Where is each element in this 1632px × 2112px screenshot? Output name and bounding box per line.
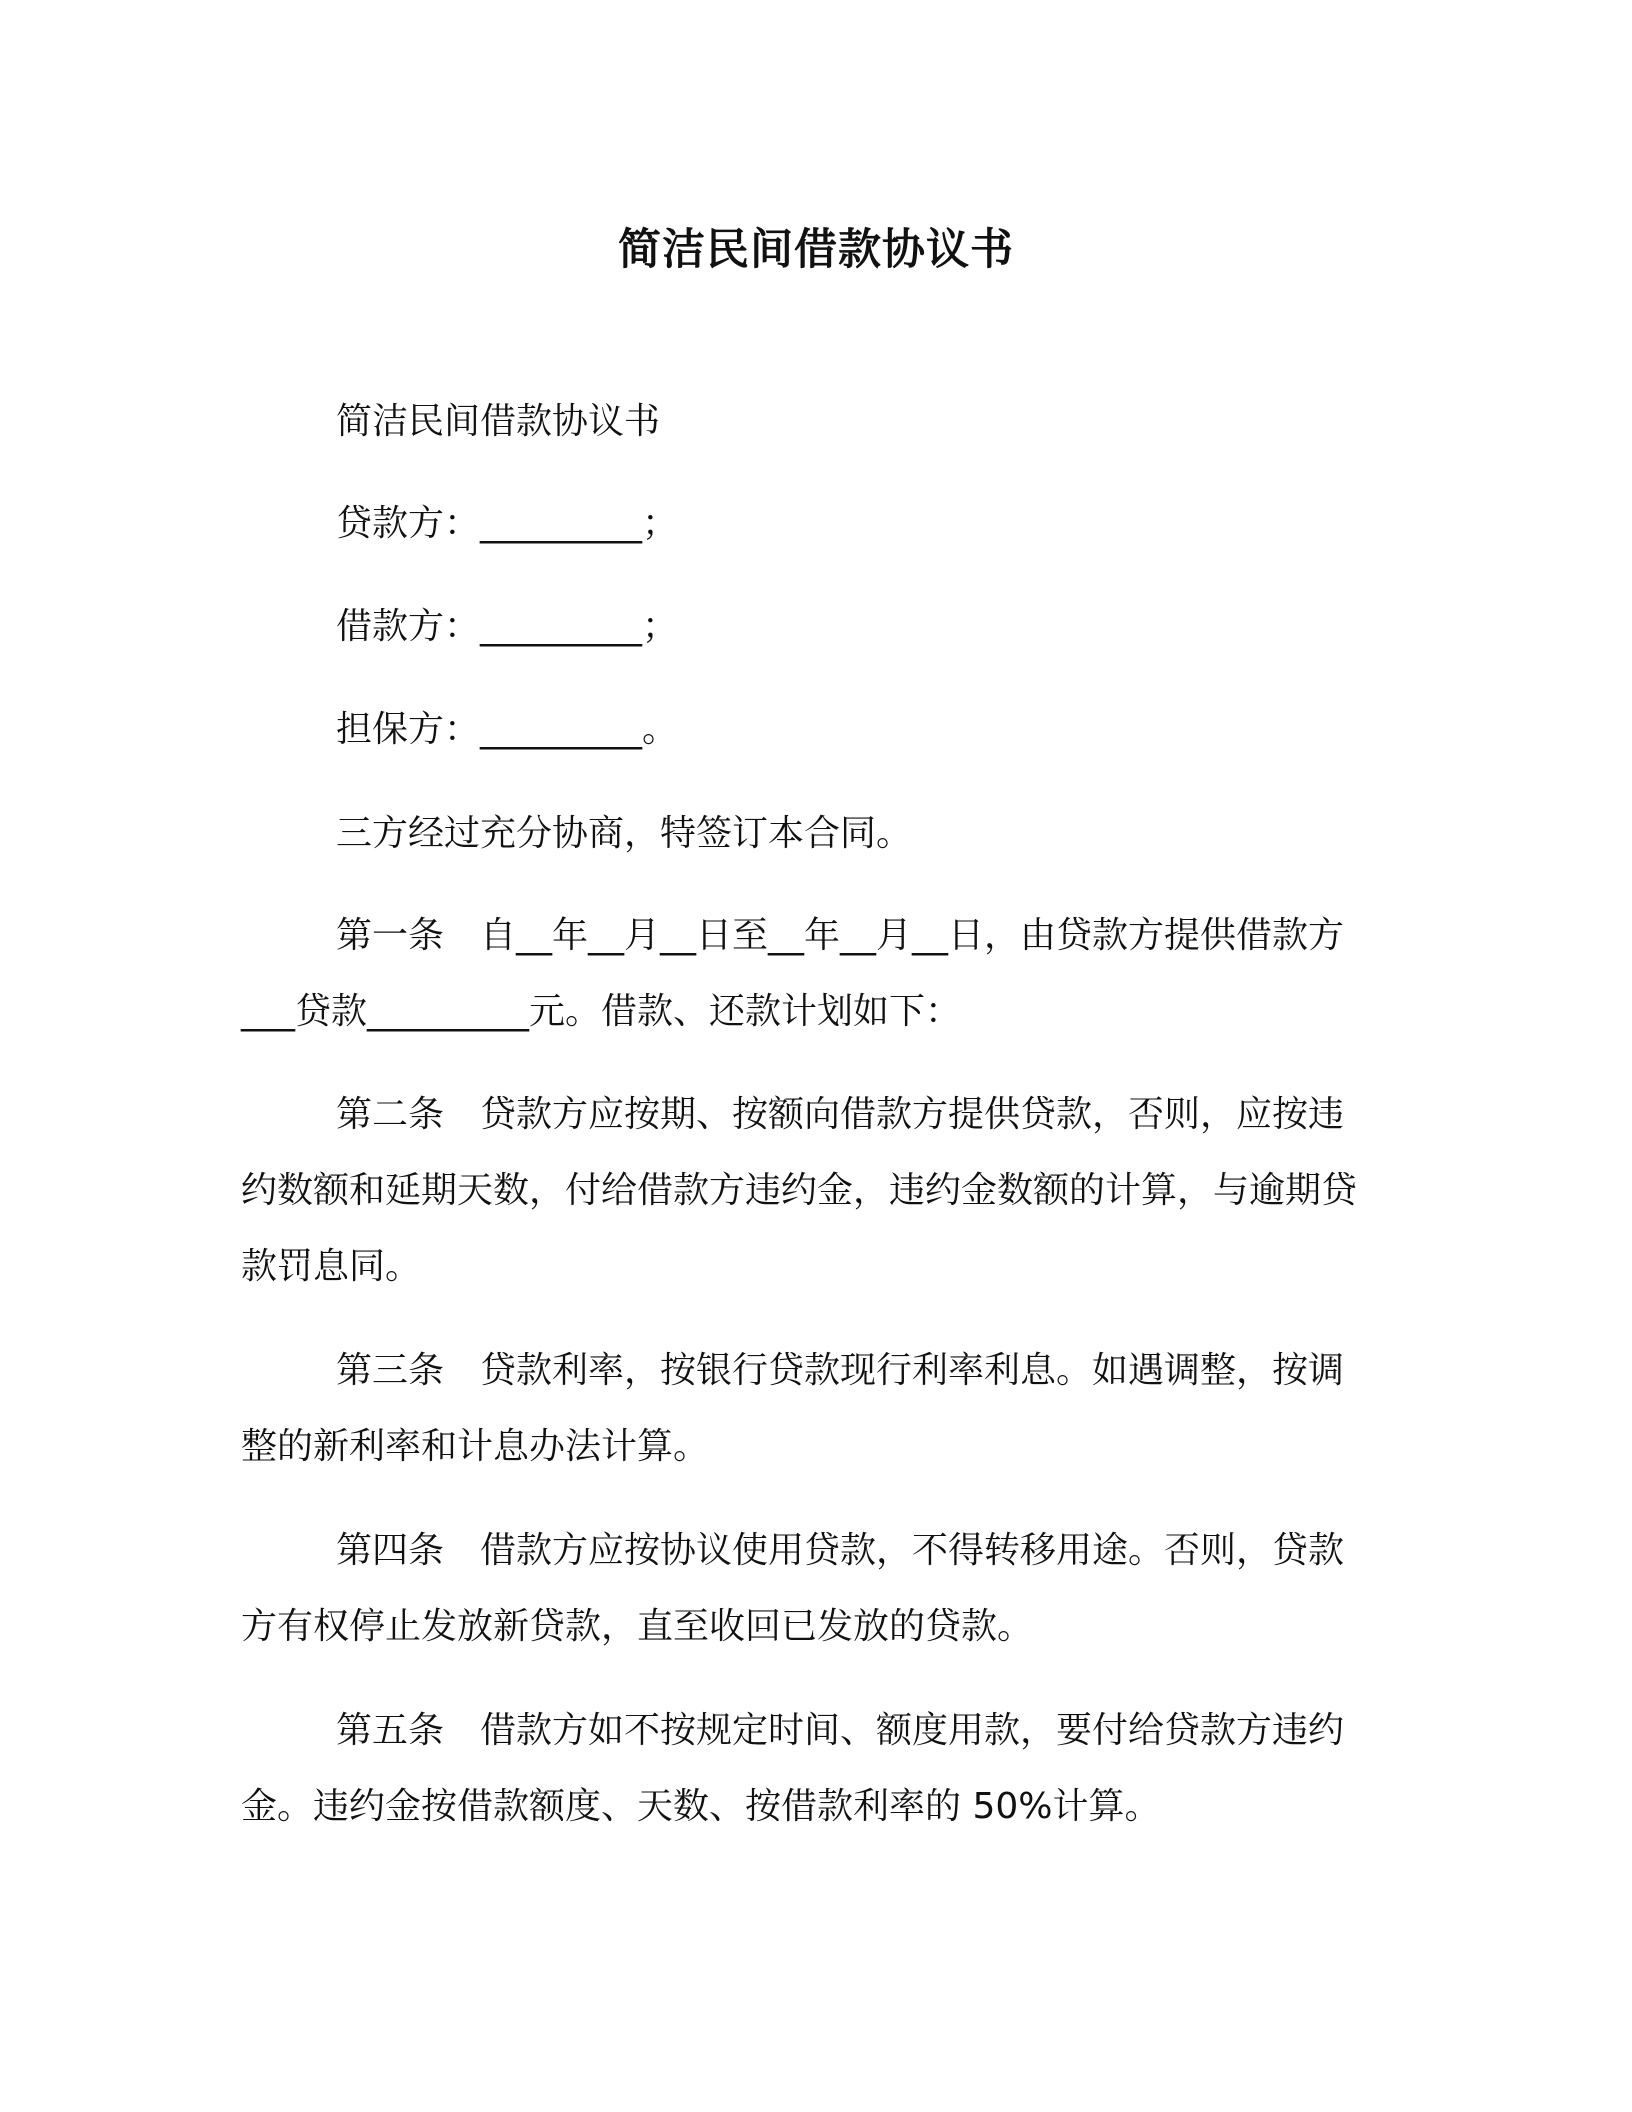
article-3: 第三条 贷款利率，按银行贷款现行利率利息。如遇调整，按调整的新利率和计息办法计算。	[241, 1350, 1345, 1467]
document-title: 简洁民间借款协议书	[618, 225, 1014, 275]
article-1: 第一条 自__年__月__日至__年__月__日，由贷款方提供借款方___贷款_________元。借款、还款计划如下：	[241, 915, 1345, 1032]
article-5: 第五条 借款方如不按规定时间、额度用款，要付给贷款方违约金。违约金按借款额度、天数、按借款利率的 50%计算。	[241, 1710, 1345, 1827]
document-subtitle: 简洁民间借款协议书	[336, 401, 661, 442]
article-2: 第二条 贷款方应按期、按额向借款方提供贷款，否则，应按违约数额和延期天数，付给借款方违约金，违约金数额的计算，与逾期贷款罚息同。	[241, 1094, 1358, 1287]
borrower-line: 借款方：_________；	[336, 606, 679, 647]
guarantor-line: 担保方：_________。	[336, 709, 679, 750]
article-4: 第四条 借款方应按协议使用贷款，不得转移用途。否则，贷款方有权停止发放新贷款，直至收回已发放的贷款。	[241, 1530, 1345, 1647]
intro-line: 三方经过充分协商，特签订本合同。	[336, 813, 913, 854]
lender-line: 贷款方：_________；	[336, 503, 679, 544]
